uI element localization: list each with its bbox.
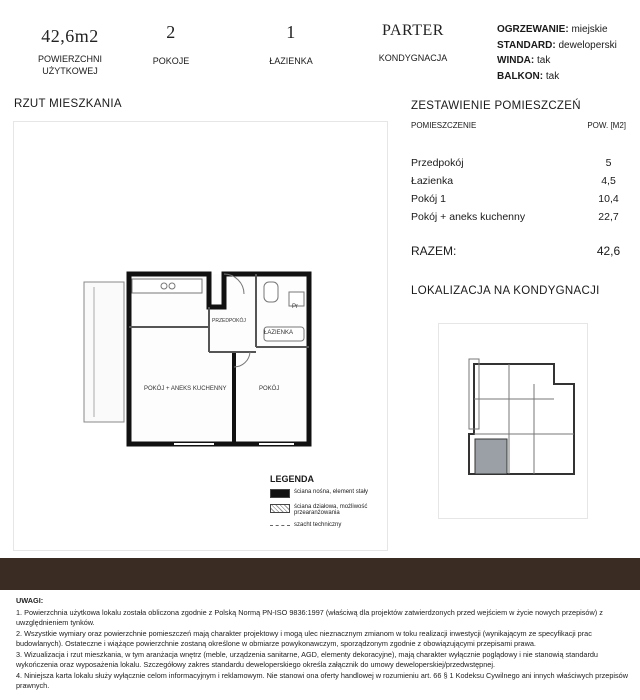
legend [270,474,370,536]
legend-item-bearing-wall: ściana nośna, element stały [270,489,370,498]
location-title: LOKALIZACJA NA KONDYGNACJI [411,285,600,297]
stat-rooms-label: POKOJE [152,56,190,66]
rooms-table [411,121,626,258]
info-elevator: WINDA: tak [497,55,551,66]
rooms-total: RAZEM: 42,6 [411,244,621,258]
stat-floor-label: KONDYGNACJA [378,53,448,63]
stat-rooms [140,22,202,67]
notes-title: UWAGI: [16,596,44,605]
info-standard: STANDARD: deweloperski [497,39,617,51]
label-pr: Pr [292,304,298,310]
info-balcony: BALKON: tak [497,70,560,82]
highlighted-unit [475,439,507,474]
legend-title: LEGENDA [270,474,315,484]
note-line: 1. Powierzchnia użytkowa lokalu została obliczona zgodnie z Polską Normą PN-ISO 9836:1997 (właściwą dla projektów zatwierdzonych przed wejściem w życie nowych przepisów) z uwzględnieniem tynków. [16,607,603,627]
rooms-title: ZESTAWIENIE POMIESZCZEŃ [411,100,581,112]
location-floor-drawing [439,324,589,520]
label-przedpokoj: PRZEDPOKÓJ [212,318,246,324]
plan-title: RZUT MIESZKANIA [14,98,122,110]
rooms-table-header: POMIESZCZENIE POW. [M2] [411,121,626,130]
label-pokoj-aneks: POKÓJ + ANEKS KUCHENNY [144,386,227,392]
stat-bathrooms-label: ŁAZIENKA [269,56,313,66]
table-row: Pokój 1 10,4 [411,193,619,205]
stat-floor [368,22,458,64]
stat-bathrooms-value: 1 [286,22,296,42]
note-line: 2. Wszystkie wymiary oraz powierzchnie pomieszczeń mają charakter projektowy i mogą ulec nieznacznym zmianom w toku realizacji inwestycji (wynikającym ze specyfikacji prac budowlanych). Ostateczne i wiążące powierzchnie zostaną określone w obmiarze powykonawczym, sporządzonym zgodnie z obowiązującymi przepisami prawa. [16,628,592,648]
note-line: 3. Wizualizacja i rzut mieszkania, w tym aranżacja wnętrz (meble, urządzenia sanitarne, AGD, elementy dekoracyjne), mają charakter wyłącznie poglądowy i nie stanowią standardu wykończenia oraz wyposażenia lokalu. Szczegółowy zakres standardu deweloperskiego określa załącznik do umowy deweloperskiej/przedwstępnej. [16,649,598,669]
table-row: Przedpokój 5 [411,157,612,169]
legend-item-shaft: szacht techniczny [270,522,370,530]
stat-area-label: POWIERZCHNI UŻYTKOWEJ [38,54,102,76]
stat-area [20,26,120,77]
info-heating: OGRZEWANIE: miejskie [497,24,608,35]
label-lazienka: ŁAZIENKA [264,330,294,336]
legend-item-partition-wall: ściana działowa, możliwość przearanżowania [270,504,370,516]
stat-floor-value: PARTER [382,22,444,39]
footer-band [0,558,640,590]
stat-area-value: 42,6m2 [41,26,99,46]
legend-swatch-hatch [270,504,290,513]
table-row: Łazienka 4,5 [411,175,616,187]
apartment-info [497,22,617,84]
label-pokoj: POKÓJ [259,386,280,392]
stat-bathrooms [256,22,326,67]
legend-swatch-dashed [270,525,290,530]
stat-rooms-value: 2 [166,22,176,42]
note-line: 4. Niniejsza karta lokalu służy wyłącznie celom informacyjnym i reklamowym. Nie stanowi ona oferty handlowej w rozumieniu art. 66 § 1 Kodeksu Cywilnego ani innych właściwych przepisów prawnych. [16,670,628,690]
balcony-area [84,282,124,422]
location-map-frame [438,323,588,519]
notes [16,596,628,692]
table-row: Pokój + aneks kuchenny 22,7 [411,211,619,223]
legend-swatch-solid [270,489,290,498]
